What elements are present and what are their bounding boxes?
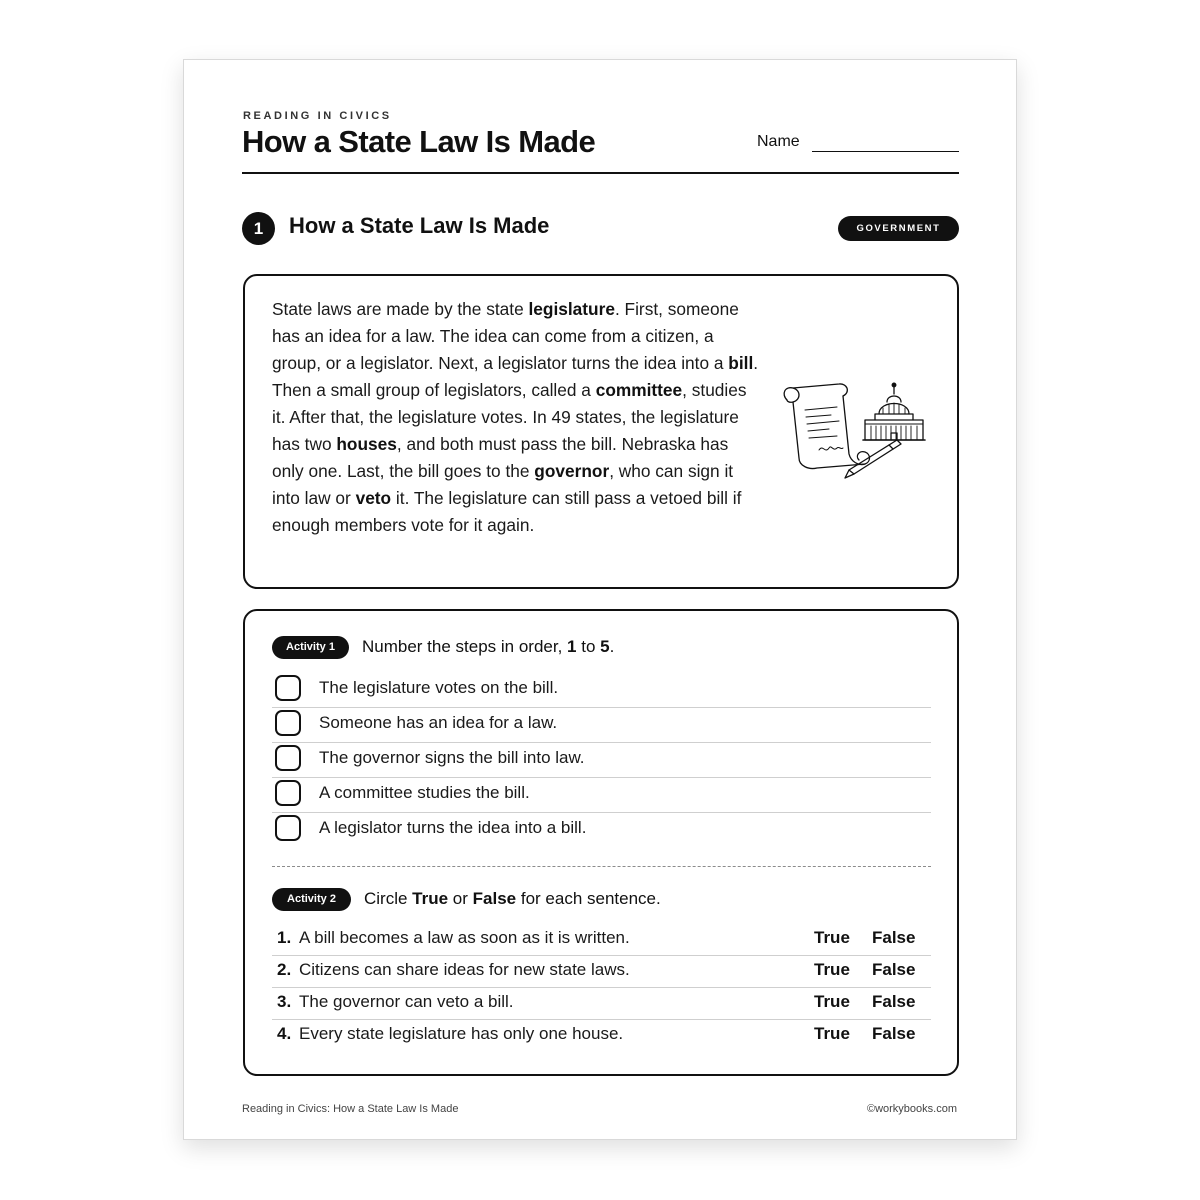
item-number: 3. xyxy=(277,992,292,1011)
item-number: 1. xyxy=(277,928,292,947)
item-number: 4. xyxy=(277,1024,292,1043)
table-row xyxy=(272,924,931,956)
false-option[interactable]: False xyxy=(872,960,916,979)
item-sentence: A bill becomes a law as soon as it is written. xyxy=(299,928,630,947)
instruction-text: to xyxy=(576,637,601,656)
header-divider xyxy=(242,172,959,174)
table-row xyxy=(272,988,931,1020)
instruction-text: . xyxy=(609,637,615,656)
activity-2-instruction xyxy=(364,889,661,909)
subject-tag: GOVERNMENT xyxy=(838,216,959,241)
step-text: The legislature votes on the bill. xyxy=(319,678,559,697)
bill-scroll-capitol-pen-icon xyxy=(779,370,927,490)
instruction-bold-term: True xyxy=(412,889,449,908)
reading-passage xyxy=(272,296,762,539)
passage-bold-term: legislature xyxy=(528,299,615,319)
series-kicker: READING IN CIVICS xyxy=(243,110,392,122)
list-item xyxy=(272,708,931,743)
passage-text: , and both must pass the bill. Nebraska has only one. Last, the bill goes to the xyxy=(272,434,729,481)
passage-bold-term: governor xyxy=(534,461,610,481)
list-item xyxy=(272,813,931,848)
step-number-box[interactable] xyxy=(275,815,301,841)
instruction-text: Circle xyxy=(364,889,413,908)
passage-text: . First, someone has an idea for a law. The idea can come from a citizen, a group, or a legislator. Next, a legislator turns the idea into a xyxy=(272,299,739,373)
step-text: Someone has an idea for a law. xyxy=(319,713,558,732)
step-number-box[interactable] xyxy=(275,710,301,736)
instruction-bold-term: 1 xyxy=(567,637,577,656)
name-field[interactable] xyxy=(812,151,959,152)
instruction-bold-term: False xyxy=(472,889,517,908)
step-number-box[interactable] xyxy=(275,780,301,806)
activity-2-label: Activity 2 xyxy=(272,888,351,911)
passage-bold-term: houses xyxy=(336,434,397,454)
passage-bold-term: bill xyxy=(728,353,754,373)
true-option[interactable]: True xyxy=(814,928,850,947)
footer-title: Reading in Civics: How a State Law Is Made xyxy=(242,1103,459,1115)
activity-divider xyxy=(272,866,931,867)
true-option[interactable]: True xyxy=(814,1024,850,1043)
false-option[interactable]: False xyxy=(872,1024,916,1043)
footer-copyright: ©workybooks.com xyxy=(866,1103,957,1115)
false-option[interactable]: False xyxy=(872,992,916,1011)
section-title: How a State Law Is Made xyxy=(289,213,550,238)
list-item xyxy=(272,743,931,778)
item-sentence: Citizens can share ideas for new state laws. xyxy=(299,960,630,979)
activity-1-instruction xyxy=(362,637,614,657)
item-number: 2. xyxy=(277,960,292,979)
item-sentence: Every state legislature has only one house. xyxy=(299,1024,624,1043)
instruction-text: or xyxy=(448,889,473,908)
step-number-box[interactable] xyxy=(275,745,301,771)
table-row xyxy=(272,956,931,988)
true-option[interactable]: True xyxy=(814,992,850,1011)
step-text: A legislator turns the idea into a bill. xyxy=(319,818,587,837)
passage-text: it. The legislature can still pass a vetoed bill if enough members vote for it again. xyxy=(272,488,742,535)
true-option[interactable]: True xyxy=(814,960,850,979)
name-label: Name xyxy=(757,133,800,150)
passage-text: State laws are made by the state xyxy=(272,299,529,319)
page-title: How a State Law Is Made xyxy=(242,124,596,159)
passage-text: , who can sign it into law or xyxy=(272,461,734,508)
list-item xyxy=(272,778,931,813)
passage-bold-term: committee xyxy=(595,380,683,400)
item-sentence: The governor can veto a bill. xyxy=(299,992,514,1011)
passage-text: . Then a small group of legislators, called a xyxy=(272,353,759,400)
instruction-text: Number the steps in order, xyxy=(362,637,568,656)
section-number-badge: 1 xyxy=(242,212,275,245)
passage-bold-term: veto xyxy=(355,488,392,508)
worksheet-page xyxy=(183,59,1017,1140)
step-text: A committee studies the bill. xyxy=(319,783,530,802)
activity-1-label: Activity 1 xyxy=(272,636,349,659)
step-text: The governor signs the bill into law. xyxy=(319,748,585,767)
instruction-text: for each sentence. xyxy=(516,889,661,908)
list-item xyxy=(272,673,931,708)
passage-text: , studies it. After that, the legislature votes. In 49 states, the legislature has two xyxy=(272,380,747,454)
table-row xyxy=(272,1020,931,1052)
step-number-box[interactable] xyxy=(275,675,301,701)
false-option[interactable]: False xyxy=(872,928,916,947)
instruction-bold-term: 5 xyxy=(600,637,610,656)
